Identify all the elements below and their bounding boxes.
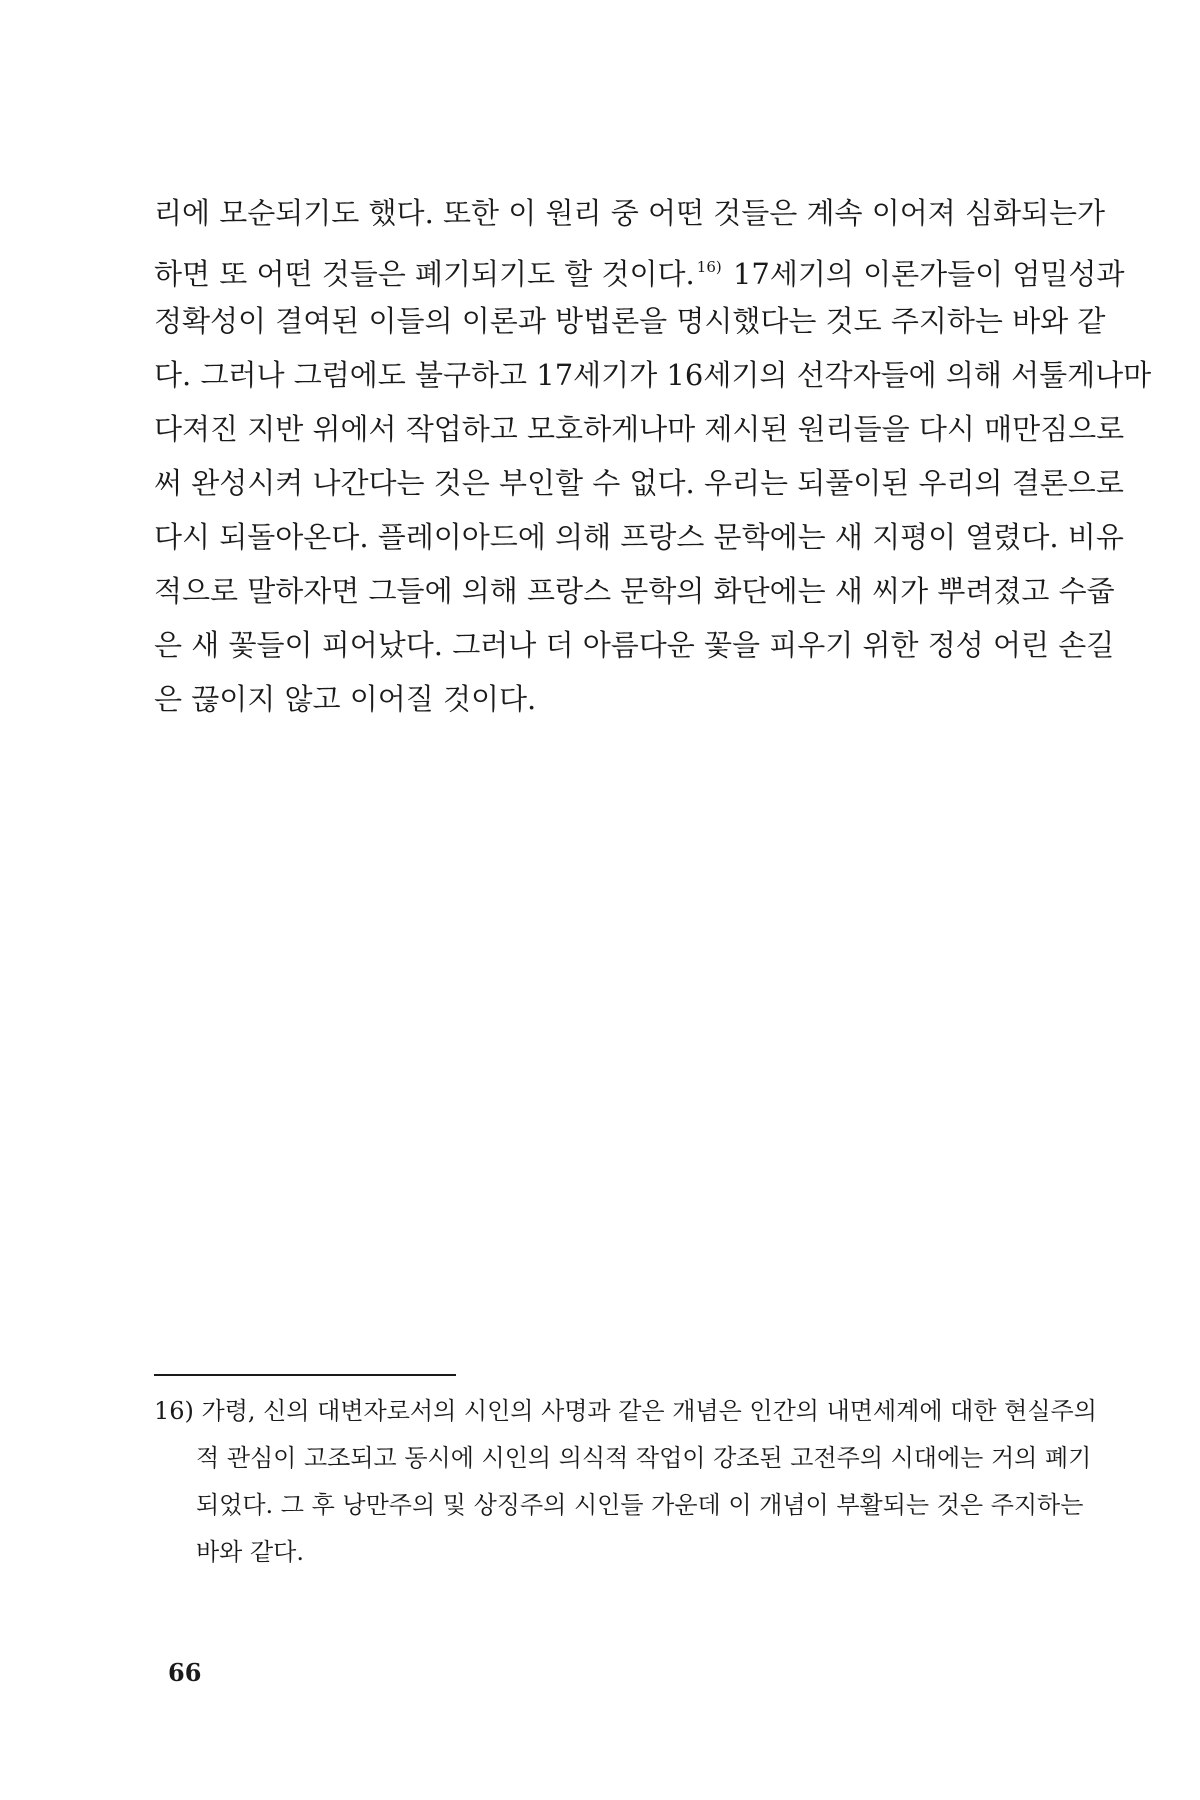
text-line: 다시 되돌아온다. 플레이아드에 의해 프랑스 문학에는 새 지평이 열렸다. 비유 [154,520,1124,554]
footnote-line: 16) 가령, 신의 대변자로서의 시인의 사명과 같은 개념은 인간의 내면세계에 대한 현실주의 [154,1397,1097,1425]
text-line: 다. 그러나 그럼에도 불구하고 17세기가 16세기의 선각자들에 의해 서툴게나마 [154,358,1152,392]
footnote-divider [154,1374,456,1376]
page-number: 66 [168,1658,202,1687]
text-segment: 하면 또 어떤 것들은 폐기되기도 할 것이다. [154,257,695,291]
text-segment: 17세기의 이론가들이 엄밀성과 [732,257,1125,291]
footnote [154,1388,1097,1576]
text-line: 리에 모순되기도 했다. 또한 이 원리 중 어떤 것들은 계속 이어져 심화되는가 [154,196,1106,230]
footnote-line: 되었다. 그 후 낭만주의 및 상징주의 시인들 가운데 이 개념이 부활되는 것은 주지하는 [196,1491,1084,1519]
text-line: 정확성이 결여된 이들의 이론과 방법론을 명시했다는 것도 주지하는 바와 같 [154,304,1106,338]
text-line [154,240,1125,294]
main-text [154,186,1152,726]
footnote-line: 바와 같다. [196,1538,304,1566]
text-line: 써 완성시켜 나간다는 것은 부인할 수 없다. 우리는 되풀이된 우리의 결론으로 [154,466,1124,500]
footnote-line: 적 관심이 고조되고 동시에 시인의 의식적 작업이 강조된 고전주의 시대에는 거의 폐기 [196,1444,1092,1472]
text-line: 적으로 말하자면 그들에 의해 프랑스 문학의 화단에는 새 씨가 뿌려졌고 수줍 [154,574,1115,608]
text-line: 다져진 지반 위에서 작업하고 모호하게나마 제시된 원리들을 다시 매만짐으로 [154,412,1125,446]
text-line: 은 새 꽃들이 피어났다. 그러나 더 아름다운 꽃을 피우기 위한 정성 어린 손길 [154,628,1115,662]
text-line: 은 끊이지 않고 이어질 것이다. [154,682,537,716]
footnote-reference: 16) [696,258,722,276]
